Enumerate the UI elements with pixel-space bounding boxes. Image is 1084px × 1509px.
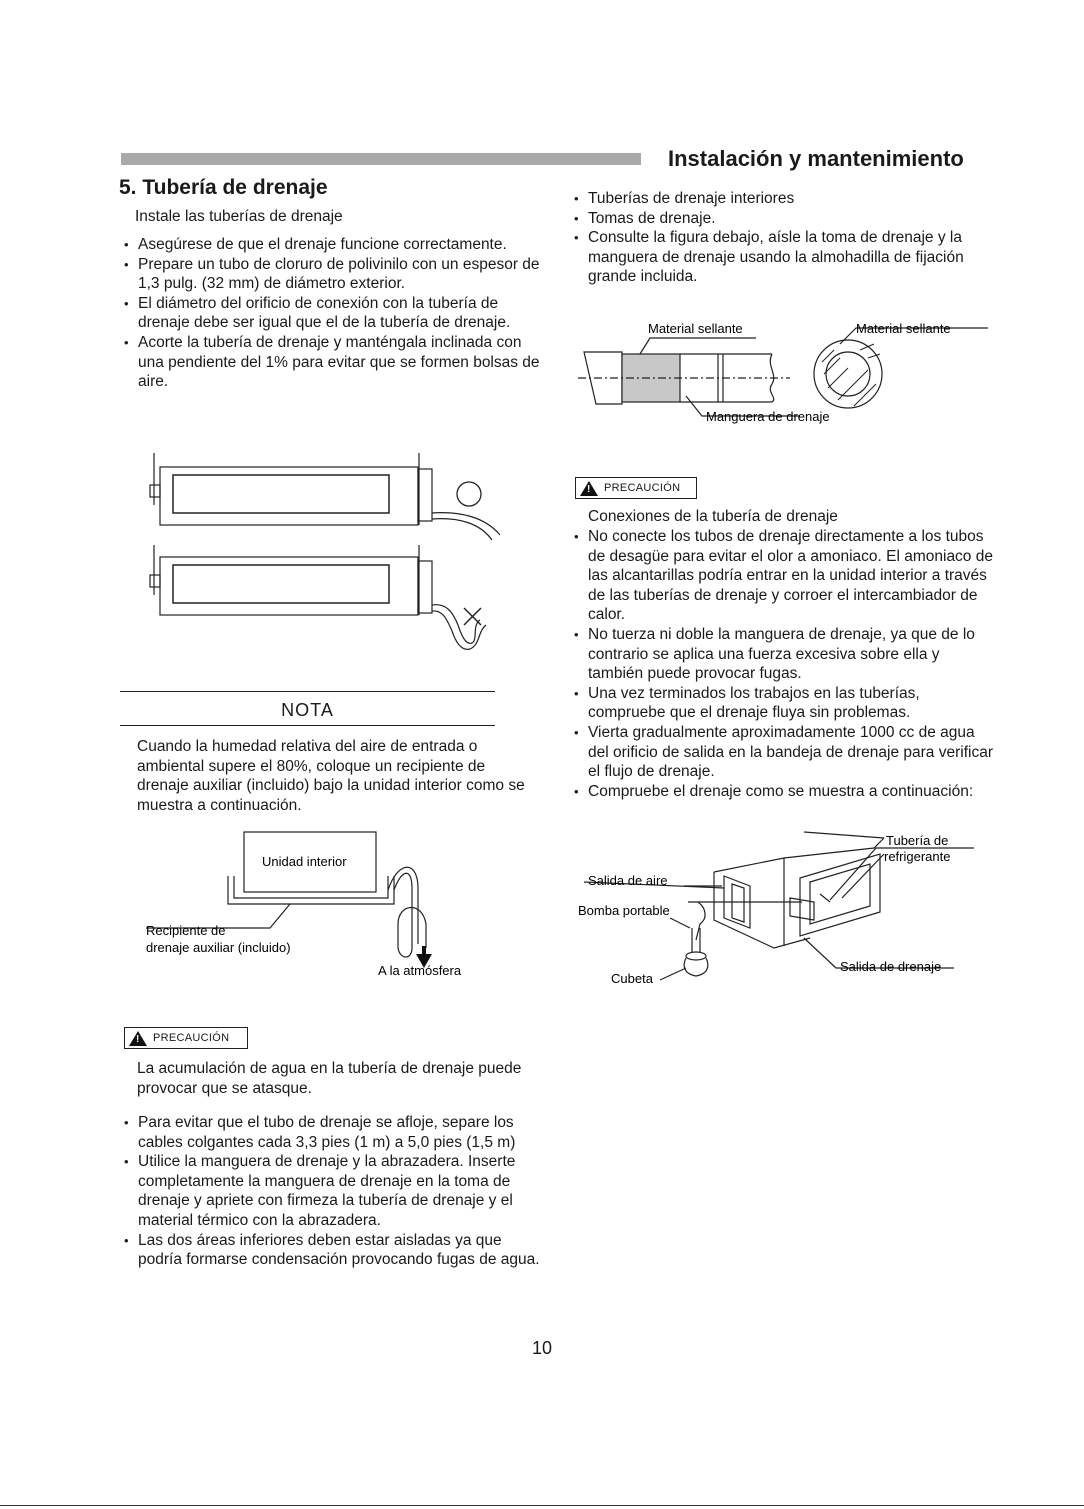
list-item: • Vierta gradualmente aproximadamente 1000 cc de agua del orificio de salida en la bandeja de drenaje para verificar el flujo de drenaje. (574, 723, 994, 782)
unit-label: Unidad interior (262, 854, 347, 869)
drain-outlet-label: Salida de drenaje (840, 959, 942, 974)
air-outlet-label: Salida de aire (588, 873, 668, 888)
drain-check-diagram (574, 828, 984, 990)
cross-icon (464, 608, 481, 625)
tray-label-1: Recipiente de (146, 923, 226, 938)
section-intro: Instale las tuberías de drenaje (135, 208, 343, 225)
pipe-label-1: Tubería de (886, 833, 949, 848)
page-header-title: Instalación y mantenimiento (668, 146, 964, 171)
caution-badge (124, 1027, 248, 1049)
section-title: 5. Tubería de drenaje (119, 176, 328, 199)
warning-icon (580, 481, 598, 496)
seal-label-left: Material sellante (648, 321, 743, 336)
warning-icon (129, 1031, 147, 1046)
aux-tray-diagram (140, 828, 485, 988)
caution-text: La acumulación de agua en la tubería de drenaje puede provocar que se atasque. (137, 1060, 522, 1097)
bucket-label: Cubeta (611, 971, 653, 986)
header-bar (121, 153, 641, 165)
nota-title: NOTA (281, 700, 334, 720)
atmos-label: A la atmósfera (378, 963, 462, 978)
seal-diagram (578, 318, 990, 428)
list-item: • Asegúrese de que el drenaje funcione correctamente. (124, 235, 544, 255)
list-item: • Prepare un tubo de cloruro de polivinilo con un espesor de 1,3 pulg. (32 mm) de diámetro exterior. (124, 255, 544, 294)
list-item: • Utilice la manguera de drenaje y la abrazadera. Inserte completamente la manguera de drenaje en la toma de drenaje y apriete con firmeza la tubería de drenaje y el material térmico con la abrazadera. (124, 1152, 544, 1230)
list-item: • Para evitar que el tubo de drenaje se afloje, separe los cables colgantes cada 3,3 pies (1 m) a 5,0 pies (1,5 m) (124, 1113, 544, 1152)
caution-badge-2 (575, 477, 697, 499)
pump-label: Bomba portable (578, 903, 670, 918)
list-item: • Acorte la tubería de drenaje y manténgala inclinada con una pendiente del 1% para evitar que se formen bolsas de aire. (124, 333, 544, 392)
list-item: • Consulte la figura debajo, aísle la toma de drenaje y la manguera de drenaje usando la almohadilla de fijación grande incluida. (574, 228, 994, 287)
list-item: • Una vez terminados los trabajos en las tuberías, compruebe que el drenaje fluya sin problemas. (574, 684, 994, 723)
list-item: • El diámetro del orificio de conexión con la tubería de drenaje debe ser igual que el de la tubería de drenaje. (124, 294, 544, 333)
caution-label: PRECAUCIÓN (604, 482, 681, 494)
list-item: • Tuberías de drenaje interiores (574, 189, 994, 209)
list-item: • Las dos áreas inferiores deben estar aisladas ya que podría formarse condensación provocando fugas de agua. (124, 1231, 544, 1270)
caution2-bullet-list (574, 527, 994, 801)
right-bullet-list (574, 189, 994, 287)
ok-circle-icon (457, 482, 481, 506)
tray-label-2: drenaje auxiliar (incluido) (146, 940, 291, 955)
slope-diagram (140, 445, 500, 655)
left-bullet-list (124, 235, 544, 392)
list-item: • Compruebe el drenaje como se muestra a continuación: (574, 782, 994, 802)
page-bottom-rule (0, 1505, 1084, 1506)
nota-rule-bottom (120, 725, 495, 726)
list-item: • No conecte los tubos de drenaje directamente a los tubos de desagüe para evitar el olor a amoniaco. El amoniaco de las alcantarillas podría entrar en la unidad interior a través de las tuberías de drenaje y corroer el intercambiador de calor. (574, 527, 994, 625)
list-item: • Tomas de drenaje. (574, 209, 994, 229)
pipe-label-2: refrigerante (884, 849, 951, 864)
list-item: • No tuerza ni doble la manguera de drenaje, ya que de lo contrario se aplica una fuerza excesiva sobre ella y también puede provocar fugas. (574, 625, 994, 684)
caution2-heading: Conexiones de la tubería de drenaje (588, 508, 838, 525)
seal-label-hose: Manguera de drenaje (706, 409, 830, 424)
seal-label-right: Material sellante (856, 321, 951, 336)
page-number: 10 (531, 1338, 553, 1358)
caution-label: PRECAUCIÓN (153, 1032, 230, 1044)
nota-rule-top (120, 691, 495, 692)
left-bullet-list-2 (124, 1113, 544, 1270)
nota-text: Cuando la humedad relativa del aire de entrada o ambiental supere el 80%, coloque un recipiente de drenaje auxiliar (incluido) bajo la unidad interior como se muestra a continuación. (137, 738, 525, 814)
